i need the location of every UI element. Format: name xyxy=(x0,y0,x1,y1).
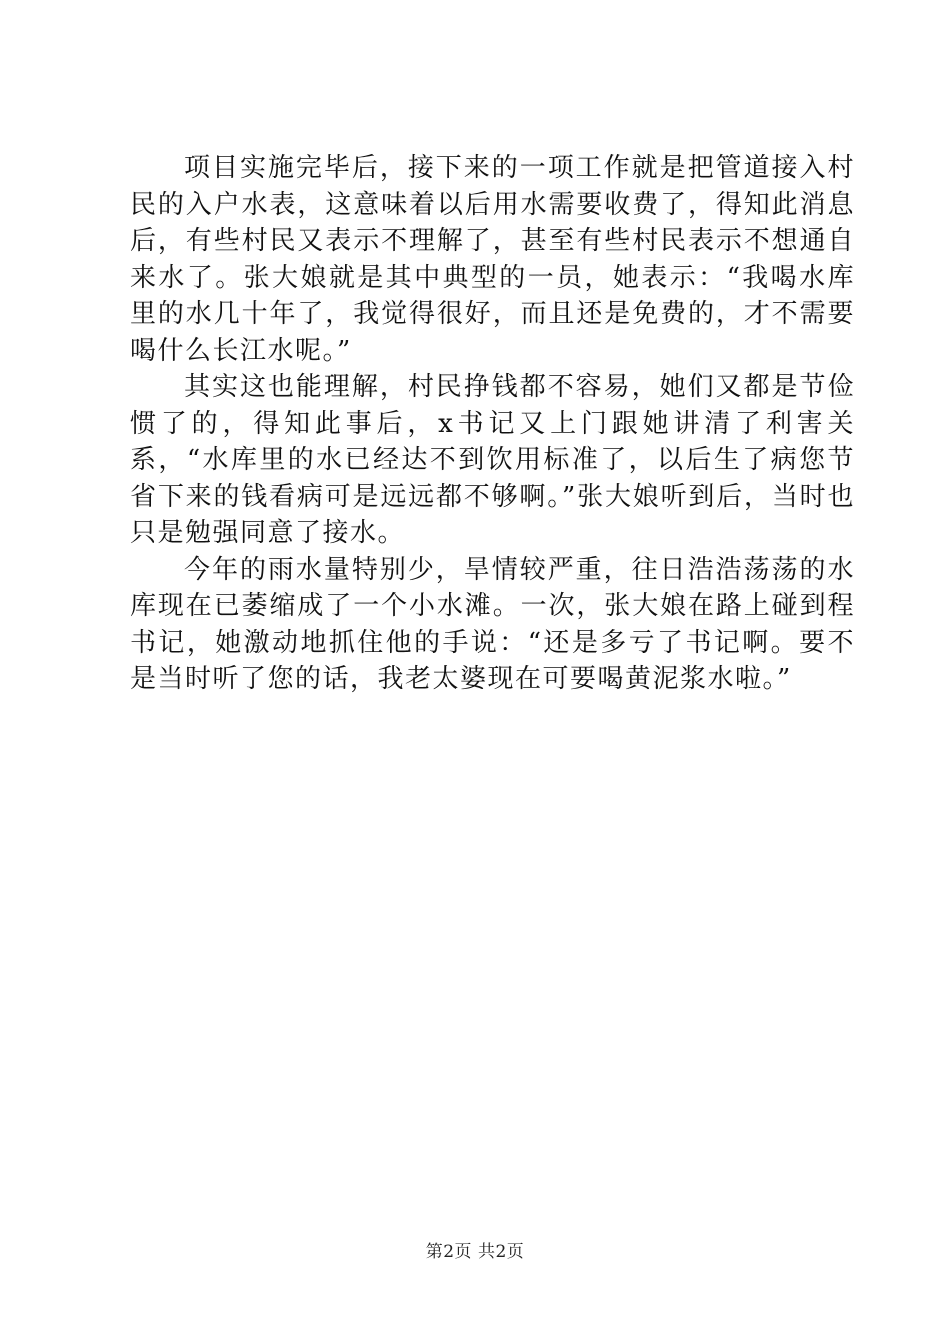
page-footer: 第2页 共2页 xyxy=(425,1242,525,1262)
paragraph-2: 其实这也能理解，村民挣钱都不容易，她们又都是节俭惯了的，得知此事后，x书记又上门跟她讲清了利害关系，“水库里的水已经达不到饮用标准了，以后生了病您节省下来的钱看病可是远远都不够啊。”张大娘听到后，当时也只是勉强同意了接水。 xyxy=(130,372,855,548)
document-body xyxy=(130,150,855,698)
paragraph-3: 今年的雨水量特别少，旱情较严重，往日浩浩荡荡的水库现在已萎缩成了一个小水滩。一次，张大娘在路上碰到程书记，她激动地抓住他的手说：“还是多亏了书记啊。要不是当时听了您的话，我老太婆现在可要喝黄泥浆水啦。” xyxy=(130,554,855,694)
paragraph-1: 项目实施完毕后，接下来的一项工作就是把管道接入村民的入户水表，这意味着以后用水需要收费了，得知此消息后，有些村民又表示不理解了，甚至有些村民表示不想通自来水了。张大娘就是其中典型的一员，她表示：“我喝水库里的水几十年了，我觉得很好，而且还是免费的，才不需要喝什么长江水呢。” xyxy=(130,153,855,366)
